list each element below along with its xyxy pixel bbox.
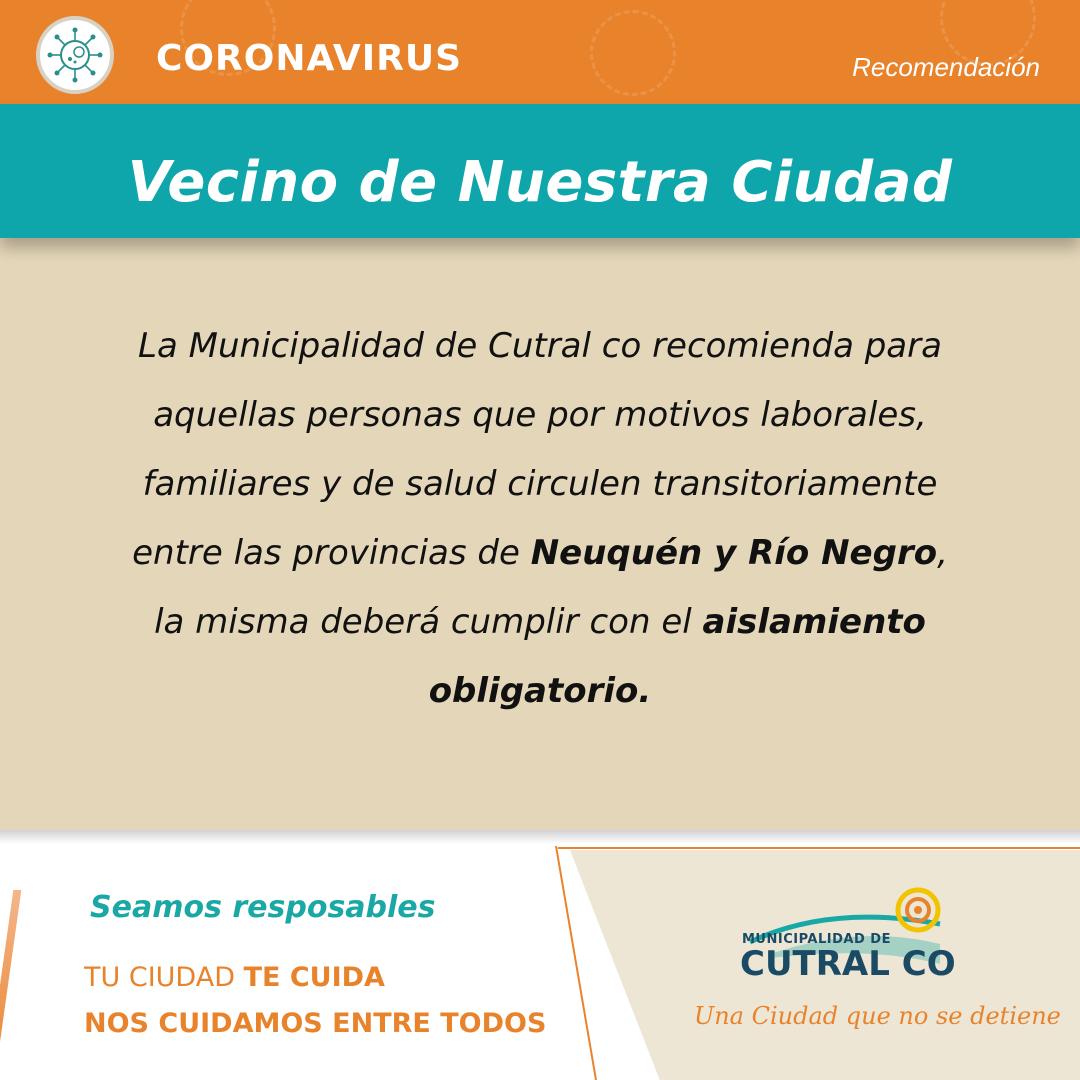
footer-line-2: NOS CUIDAMOS ENTRE TODOS bbox=[84, 1008, 547, 1039]
footer-line-1-pre: TU CIUDAD bbox=[84, 962, 244, 993]
message-bold-isolation: aislamiento obligatorio. bbox=[428, 602, 926, 711]
logo-label: MUNICIPALIDAD DE bbox=[742, 932, 891, 947]
message-panel bbox=[0, 238, 1080, 830]
message-part-2: , la misma deberá cumplir con el bbox=[154, 533, 948, 642]
footer-line-1-bold: TE CUIDA bbox=[243, 962, 385, 993]
logo-card-top-edge bbox=[558, 846, 1080, 850]
logo-name: CUTRAL CO bbox=[740, 944, 956, 984]
logo-card-edge bbox=[554, 846, 614, 1080]
message-part-1: La Municipalidad de Cutral co recomienda para aquellas personas que por motivos laborales, familiares y de salud circulen transitoriamente entre las provincias de bbox=[132, 326, 942, 573]
footer-slogan: Seamos resposables bbox=[90, 890, 436, 925]
message-text bbox=[120, 312, 960, 726]
page-title: Vecino de Nuestra Ciudad bbox=[127, 150, 953, 215]
virus-icon bbox=[36, 16, 114, 94]
header-tag: Recomendación bbox=[852, 52, 1040, 82]
title-band bbox=[0, 104, 1080, 238]
header-brand: CORONAVIRUS bbox=[156, 38, 463, 79]
logo-motto: Una Ciudad que no se detiene bbox=[694, 1002, 1061, 1030]
footer-line-1 bbox=[84, 962, 385, 993]
message-bold-provinces: Neuquén y Río Negro bbox=[530, 533, 938, 573]
header-bar bbox=[0, 0, 1080, 104]
footer-shadow bbox=[0, 830, 1080, 844]
footer-stripe bbox=[0, 890, 21, 1080]
